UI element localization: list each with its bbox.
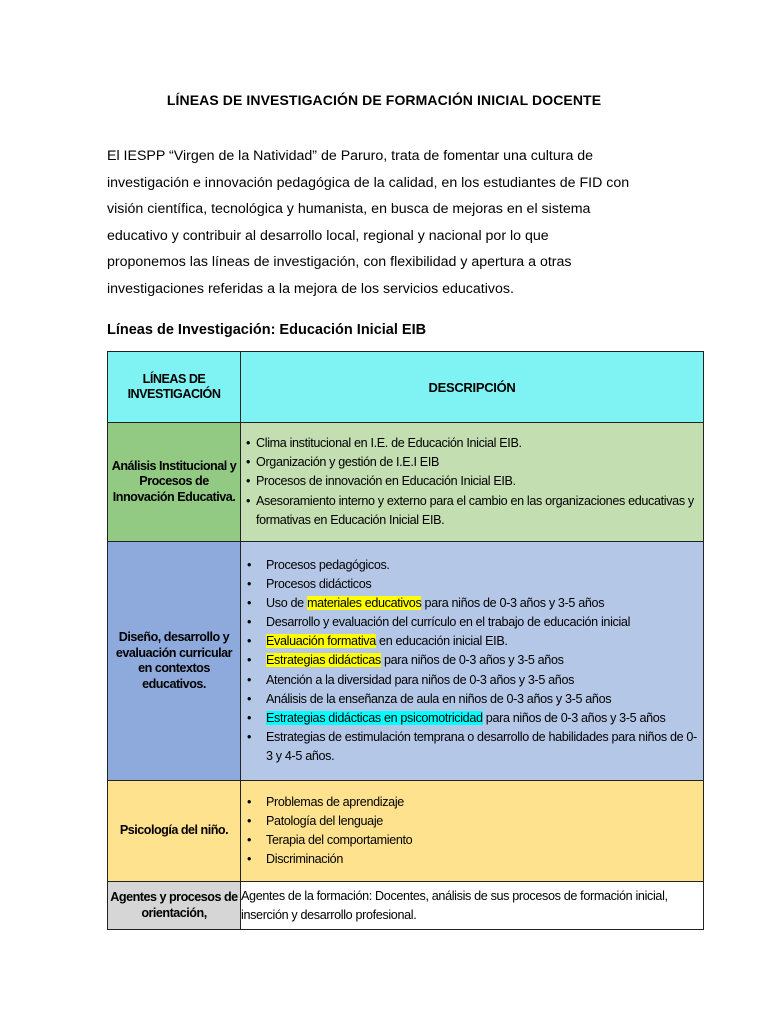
table-row [108,882,704,930]
category-cell: Agentes y procesos de orientación, [108,882,241,930]
description-cell: Agentes de la formación: Docentes, análisis de sus procesos de formación inicial, inserción y desarrollo profesional. [241,882,704,930]
description-list [241,556,703,766]
list-item: • Procesos didácticos [241,575,699,594]
description-cell [241,542,704,781]
description-cell [241,423,704,542]
list-item [241,594,699,613]
table-header-row [108,352,704,423]
header-lines-cell: LÍNEAS DE INVESTIGACIÓN [108,352,241,423]
list-item: • Procesos de innovación en Educación Inicial EIB. [241,472,699,491]
highlighted-text: materiales educativos [306,596,422,611]
category-cell: Análisis Institucional y Procesos de Innovación Educativa. [108,423,241,542]
table-row [108,781,704,882]
research-lines-table [107,351,704,930]
page-title: LÍNEAS DE INVESTIGACIÓN DE FORMACIÓN INICIAL DOCENTE [166,92,602,108]
list-item: • Atención a la diversidad para niños de 0-3 años y 3-5 años [241,671,699,690]
list-item: • Clima institucional en I.E. de Educación Inicial EIB. [241,434,699,453]
list-item: • Organización y gestión de I.E.I EIB [241,453,699,472]
item-text: para niños de 0-3 años y 3-5 años [482,710,666,725]
list-item: • Problemas de aprendizaje [241,793,699,812]
intro-line: investigaciones referidas a la mejora de los servicios educativos. [107,280,514,297]
highlighted-text: Evaluación formativa [266,634,376,649]
item-text: para niños de 0-3 años y 3-5 años [421,596,605,611]
intro-line: investigación e innovación pedagógica de la calidad, en los estudiantes de FID con [107,174,630,191]
highlighted-text: Estrategias didácticas [266,653,381,668]
intro-line: educativo y contribuir al desarrollo local, regional y nacional por lo que [107,227,549,244]
highlighted-text: Estrategias didácticas en psicomotricidad [266,710,483,725]
intro-line: El IESPP “Virgen de la Natividad” de Paruro, trata de fomentar una cultura de [107,148,594,164]
item-text: en educación inicial EIB. [375,634,508,649]
list-item [241,651,699,670]
table-row [108,542,704,781]
section-subtitle: Líneas de Investigación: Educación Inicial EIB [107,322,427,338]
list-item: • Estrategias de estimulación temprana o desarrollo de habilidades para niños de 0-3 y 4-5 años. [241,728,699,766]
list-item: • Asesoramiento interno y externo para el cambio en las organizaciones educativas y formativas en Educación Inicial EIB. [241,492,699,530]
description-list [241,793,703,869]
intro-line: proponemos las líneas de investigación, con flexibilidad y apertura a otras [107,254,572,271]
description-list [241,434,703,529]
list-item: • Patología del lenguaje [241,812,699,831]
list-item [241,709,699,728]
intro-line: visión científica, tecnológica y humanista, en busca de mejoras en el sistema [107,201,591,218]
category-cell: Psicología del niño. [108,781,241,882]
item-text: Uso de [266,596,307,611]
category-cell: Diseño, desarrollo y evaluación curricular en contextos educativos. [108,542,241,781]
header-description-cell: DESCRIPCIÓN [241,352,704,423]
list-item: • Procesos pedagógicos. [241,556,699,575]
list-item [241,632,699,651]
table-row [108,423,704,542]
description-cell [241,781,704,882]
list-item: • Desarrollo y evaluación del currículo en el trabajo de educación inicial [241,613,699,632]
item-text: para niños de 0-3 años y 3-5 años [380,653,564,668]
list-item: • Análisis de la enseñanza de aula en niños de 0-3 años y 3-5 años [241,690,699,709]
intro-paragraph [107,143,697,303]
list-item: • Discriminación [241,850,699,869]
list-item: • Terapia del comportamiento [241,831,699,850]
